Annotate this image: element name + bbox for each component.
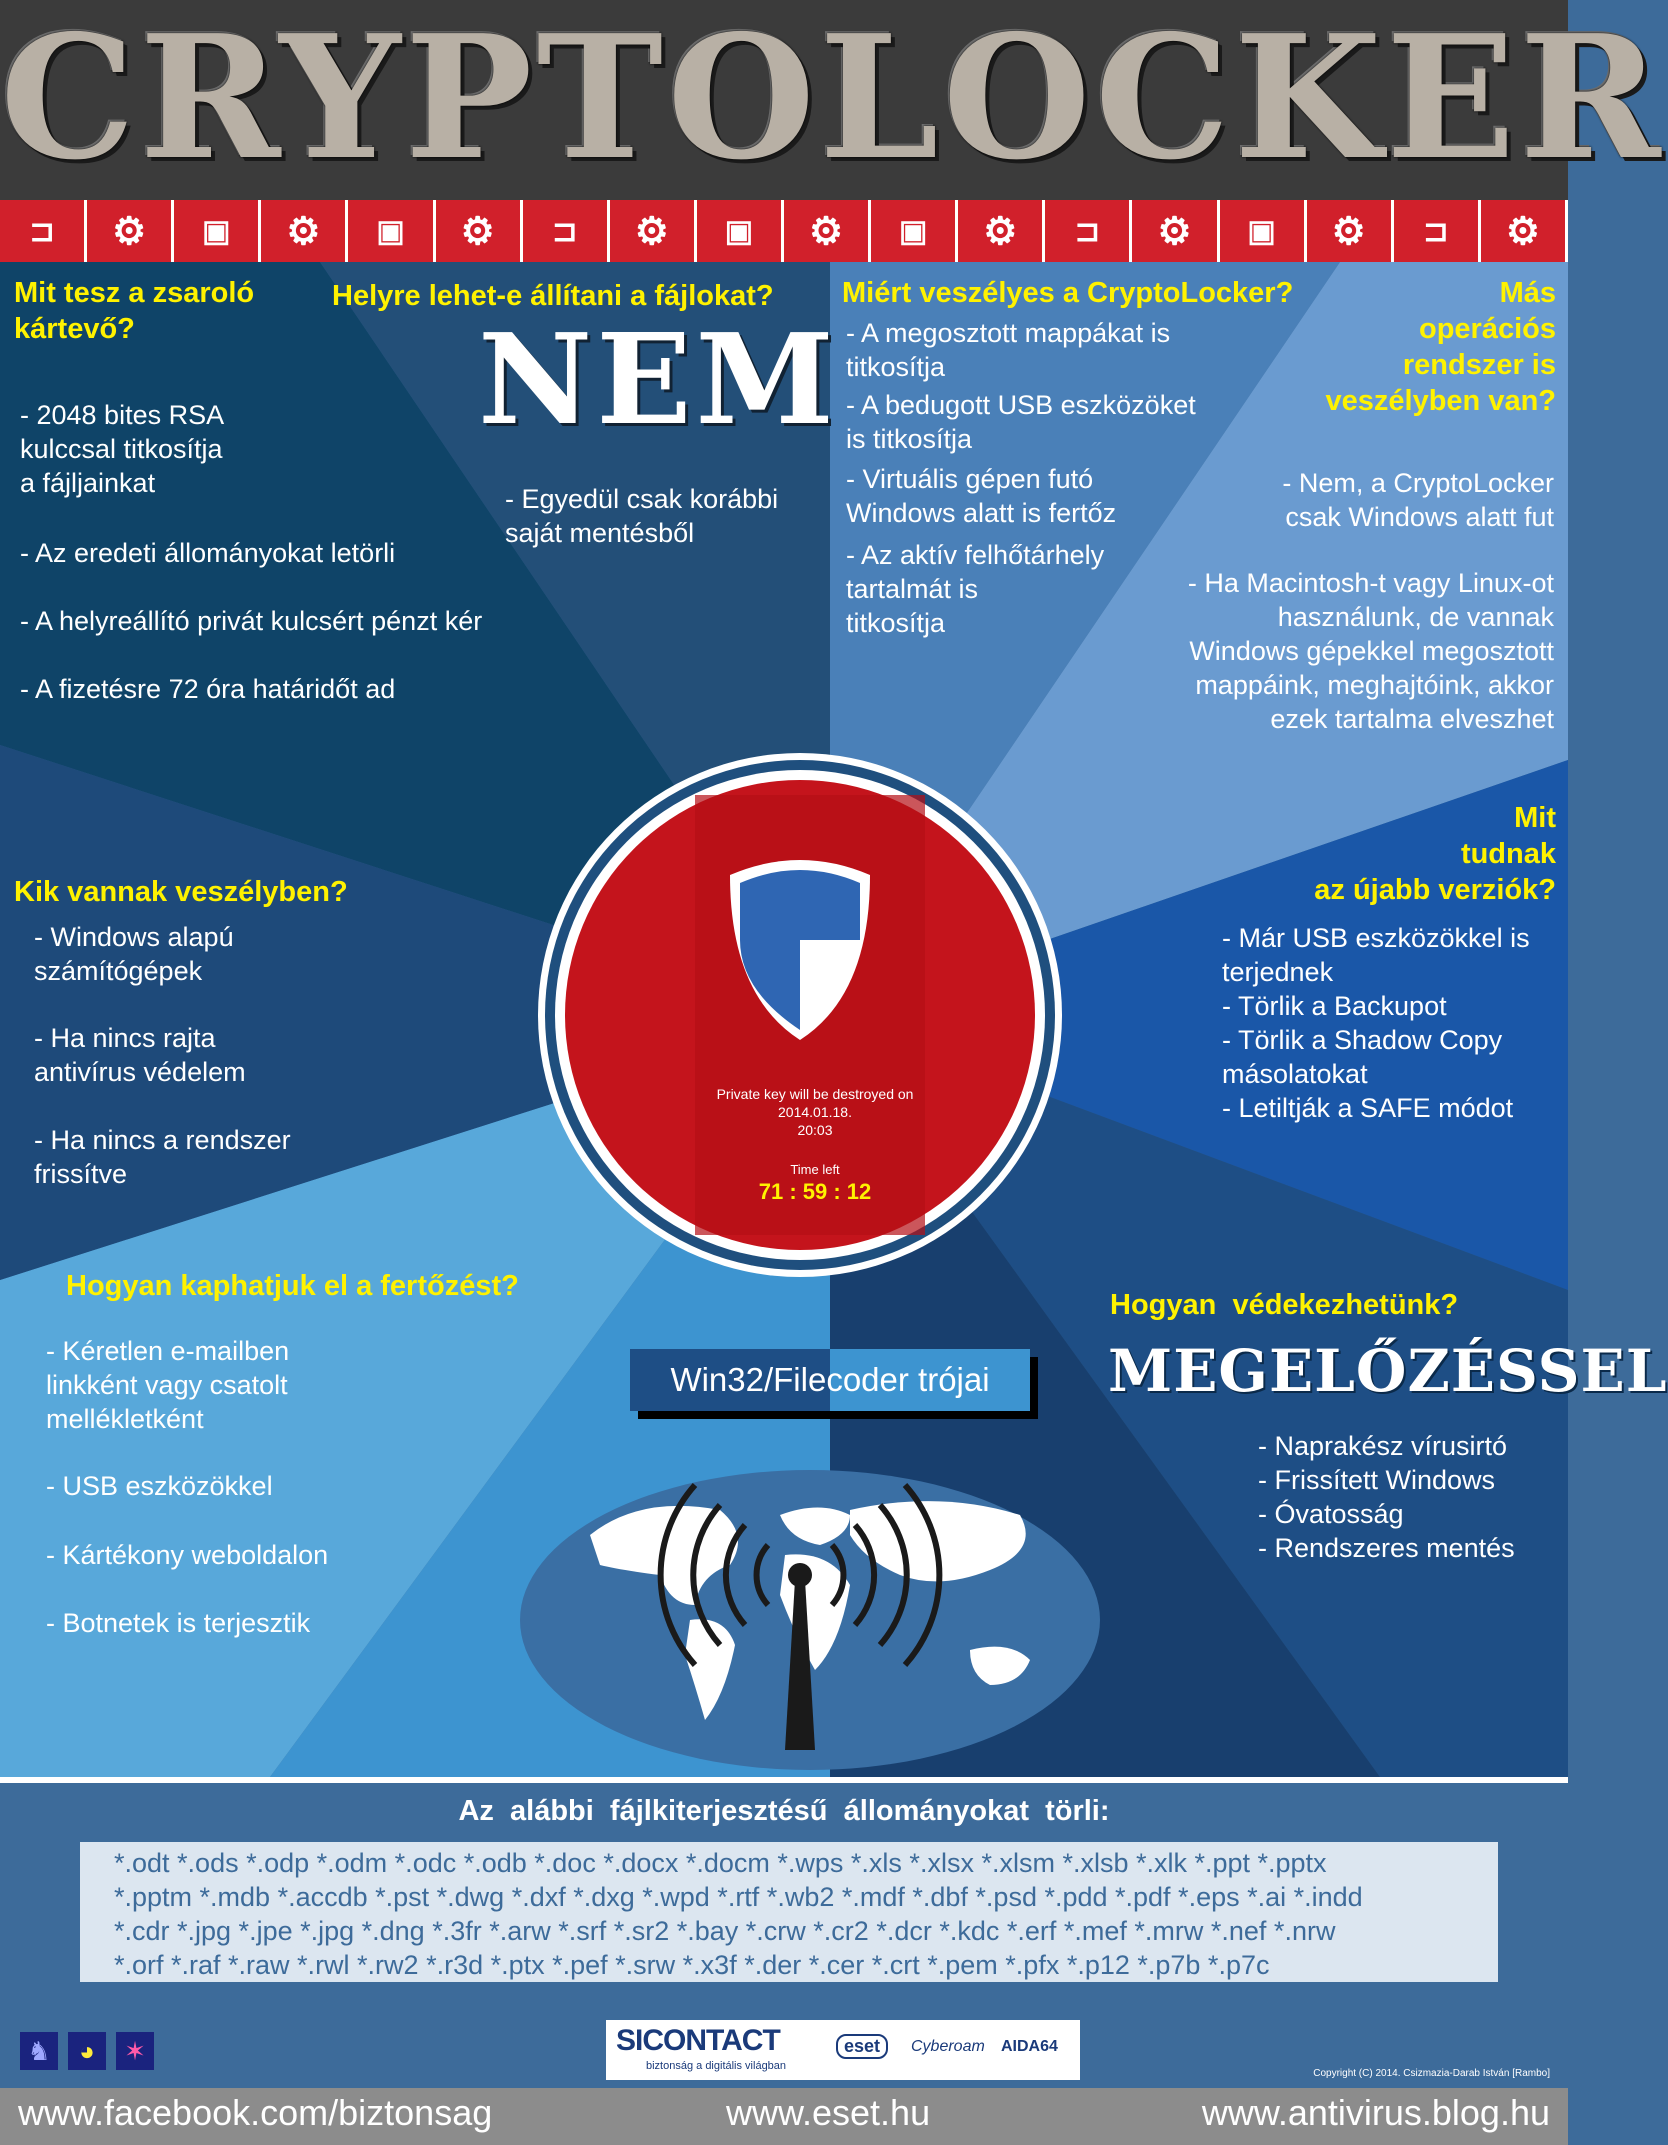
how-infect-item-2: - USB eszközökkel bbox=[46, 1471, 273, 1501]
gear-binary-icon: ⚙ bbox=[958, 200, 1045, 262]
lock-icon: ▣ bbox=[1220, 200, 1307, 262]
how-infect-heading: Hogyan kaphatjuk el a fertőzést? bbox=[66, 1270, 519, 1302]
extensions-line-1: *.odt *.ods *.odp *.odm *.odc *.odb *.doc *.docx *.docm *.wps *.xls *.xlsx *.xlsm *.xlsb *.xlk *.ppt *.pptx bbox=[114, 1848, 1327, 1878]
sicontact-tagline: biztonság a digitális világban bbox=[646, 2060, 787, 2072]
ransom-line-2: 2014.01.18. bbox=[778, 1104, 852, 1120]
lock-icon: ▣ bbox=[697, 200, 784, 262]
what-item-1: - 2048 bites RSA kulccsal titkosítja a fájljainkat bbox=[20, 400, 225, 498]
lock-icon: ▣ bbox=[348, 200, 435, 262]
footer-eset-link[interactable]: www.eset.hu bbox=[726, 2092, 931, 2133]
new-versions-items: - Már USB eszközökkel is terjednek - Törlik a Backupot - Törlik a Shadow Copy másolatokat - Letiltják a SAFE módot bbox=[1222, 923, 1530, 1123]
who-heading: Kik vannak veszélyben? bbox=[14, 876, 348, 908]
aida64-logo: AIDA64 bbox=[1001, 2038, 1058, 2055]
ransom-line-3: 20:03 bbox=[797, 1122, 833, 1138]
countdown-timer: 71 : 59 : 12 bbox=[758, 1179, 872, 1204]
unlock-icon: ⊐ bbox=[523, 200, 610, 262]
extensions-heading: Az alábbi fájlkiterjesztésű állományokat törli: bbox=[458, 1795, 1110, 1827]
unlock-icon: ⊐ bbox=[1045, 200, 1132, 262]
protect-answer: MEGELŐZÉSSEL bbox=[1108, 1337, 1668, 1405]
extensions-box bbox=[80, 1842, 1498, 1982]
unlock-icon: ⊐ bbox=[1394, 200, 1481, 262]
extensions-line-4: *.orf *.raf *.raw *.rwl *.rw2 *.r3d *.ptx *.pef *.srw *.x3f *.der *.cer *.crt *.pem *.pfx *.p12 *.p7b *.p7c bbox=[114, 1950, 1270, 1980]
danger-item-1: - A megosztott mappákat is titkosítja bbox=[846, 318, 1171, 382]
how-infect-item-4: - Botnetek is terjesztik bbox=[46, 1608, 311, 1638]
new-versions-heading: Mit tudnak az újabb verziók? bbox=[1314, 802, 1556, 906]
icon-strip bbox=[0, 200, 1568, 262]
danger-item-2: - A bedugott USB eszközöket is titkosítja bbox=[846, 390, 1196, 454]
footer-facebook-link[interactable]: www.facebook.com/biztonsag bbox=[18, 2092, 493, 2133]
page-title: CRYPTOLOCKER bbox=[0, 0, 1665, 198]
who-item-3: - Ha nincs a rendszer frissítve bbox=[34, 1125, 291, 1189]
restore-item-1: - Egyedül csak korábbi saját mentésből bbox=[505, 484, 779, 548]
how-infect-item-1: - Kéretlen e-mailben linkként vagy csatolt mellékletként bbox=[46, 1336, 290, 1434]
restore-answer: NEM bbox=[478, 307, 838, 453]
what-item-2: - Az eredeti állományokat letörli bbox=[20, 538, 396, 568]
other-os-heading: Más operációs rendszer is veszélyben van? bbox=[1325, 277, 1556, 417]
danger-item-3: - Virtuális gépen futó Windows alatt is fertőz bbox=[846, 464, 1117, 528]
retro-game-icon-1: ♞ bbox=[20, 2032, 58, 2070]
retro-game-icon-2: ◕ bbox=[68, 2032, 106, 2070]
danger-item-4: - Az aktív felhőtárhely tartalmát is titkosítja bbox=[846, 540, 1105, 638]
sicontact-logo: SICONTACT bbox=[616, 2024, 780, 2057]
sponsor-box bbox=[606, 2020, 1080, 2080]
gear-binary-icon: ⚙ bbox=[610, 200, 697, 262]
what-item-4: - A fizetésre 72 óra határidőt ad bbox=[20, 674, 396, 704]
footer-blog-link[interactable]: www.antivirus.blog.hu bbox=[1201, 2092, 1550, 2133]
gear-binary-icon: ⚙ bbox=[1307, 200, 1394, 262]
what-heading: Mit tesz a zsaroló kártevő? bbox=[14, 277, 255, 345]
gear-binary-icon: ⚙ bbox=[261, 200, 348, 262]
ransom-text bbox=[690, 1085, 940, 1204]
other-os-item-1: - Nem, a CryptoLocker csak Windows alatt fut bbox=[1282, 468, 1554, 532]
lock-icon: ▣ bbox=[174, 200, 261, 262]
gear-binary-icon: ⚙ bbox=[87, 200, 174, 262]
what-item-3: - A helyreállító privát kulcsért pénzt kér bbox=[20, 606, 483, 636]
extensions-line-3: *.cdr *.jpg *.jpe *.jpg *.dng *.3fr *.arw *.srf *.sr2 *.bay *.crw *.cr2 *.dcr *.kdc *.erf *.mef *.mrw *.nef *.nrw bbox=[114, 1916, 1336, 1946]
gear-binary-icon: ⚙ bbox=[784, 200, 871, 262]
eset-logo: eset bbox=[836, 2034, 888, 2059]
ransom-circle bbox=[535, 735, 1065, 1295]
ransom-line-1: Private key will be destroyed on bbox=[716, 1086, 914, 1102]
lock-icon: ▣ bbox=[871, 200, 958, 262]
protect-items: - Naprakész vírusirtó - Frissített Windows - Óvatosság - Rendszeres mentés bbox=[1258, 1431, 1515, 1563]
danger-heading: Miért veszélyes a CryptoLocker? bbox=[842, 277, 1294, 309]
gear-binary-icon: ⚙ bbox=[436, 200, 523, 262]
world-map bbox=[520, 1455, 1100, 1765]
how-infect-item-3: - Kártékony weboldalon bbox=[46, 1540, 329, 1570]
who-item-2: - Ha nincs rajta antivírus védelem bbox=[34, 1023, 246, 1087]
time-left-label: Time left bbox=[790, 1162, 840, 1177]
trojan-label: Win32/Filecoder trójai bbox=[630, 1349, 1030, 1411]
extensions-line-2: *.pptm *.mdb *.accdb *.pst *.dwg *.dxf *.dxg *.wpd *.rtf *.wb2 *.mdf *.dbf *.psd *.pdd *.pdf *.eps *.ai *.indd bbox=[114, 1882, 1363, 1912]
unlock-icon: ⊐ bbox=[0, 200, 87, 262]
protect-heading: Hogyan védekezhetünk? bbox=[1110, 1289, 1459, 1321]
gear-binary-icon: ⚙ bbox=[1132, 200, 1219, 262]
other-os-item-2: - Ha Macintosh-t vagy Linux-ot használunk, de vannak Windows gépekkel megosztott mappáink, meghajtóink, akkor ezek tartalma elveszhet bbox=[1187, 568, 1554, 734]
retro-game-icon-3: ✶ bbox=[116, 2032, 154, 2070]
cyberoam-logo: Cyberoam bbox=[911, 2038, 985, 2055]
restore-heading: Helyre lehet-e állítani a fájlokat? bbox=[332, 280, 774, 312]
copyright: Copyright (C) 2014. Csizmazia-Darab István [Rambo] bbox=[1313, 2068, 1550, 2079]
gear-binary-icon: ⚙ bbox=[1481, 200, 1568, 262]
who-item-1: - Windows alapú számítógépek bbox=[34, 922, 234, 986]
